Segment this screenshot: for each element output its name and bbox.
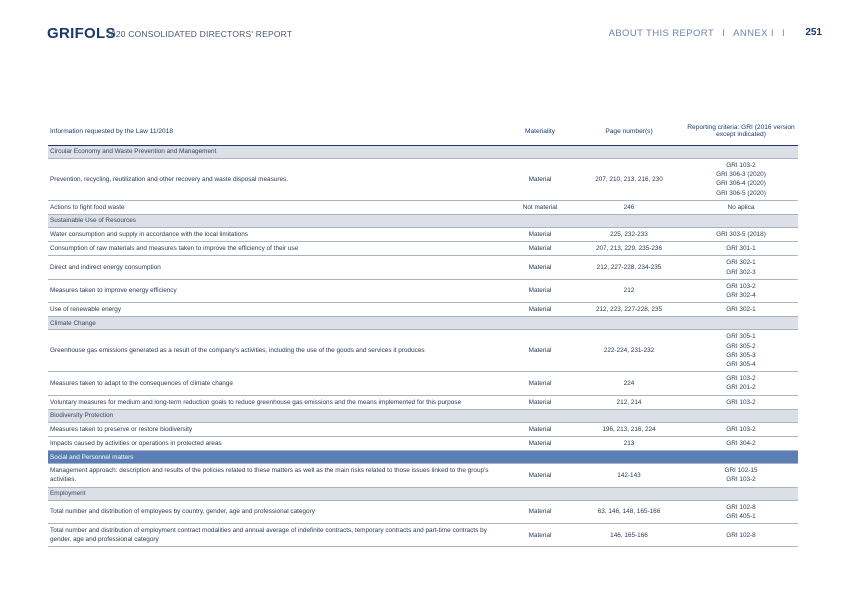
- pages-cell: 212, 223, 227-228, 235: [574, 303, 684, 317]
- section-label: Biodiversity Protection: [48, 409, 798, 422]
- gri-code: GRI 306-5 (2020): [716, 189, 766, 197]
- gri-cell: [684, 242, 798, 256]
- gri-cell: [684, 395, 798, 409]
- table-body: [48, 146, 798, 547]
- materiality-cell: Material: [506, 228, 574, 242]
- gri-code: GRI 302-1: [726, 259, 756, 267]
- table-row: [48, 279, 798, 302]
- info-cell: Measures taken to preserve or restore biodiversity: [48, 422, 506, 436]
- table-row: [48, 464, 798, 487]
- pages-cell: 224: [574, 372, 684, 395]
- gri-cell: [684, 437, 798, 451]
- section-row: [48, 317, 798, 330]
- info-cell: Greenhouse gas emissions generated as a result of the company's activities, including the use of the goods and services it produces: [48, 330, 506, 372]
- info-cell: Impacts caused by activities or operations in protected areas: [48, 437, 506, 451]
- gri-code: GRI 103-2: [726, 162, 756, 169]
- breadcrumb-separator: I: [781, 28, 785, 39]
- gri-code: GRI 303-5 (2018): [716, 231, 766, 239]
- info-cell: Water consumption and supply in accordance with the local limitations: [48, 228, 506, 242]
- document-title: 2020 CONSOLIDATED DIRECTORS' REPORT: [106, 29, 293, 39]
- section-label: Climate Change: [48, 317, 798, 330]
- section-label: Sustainable Use of Resources: [48, 215, 798, 228]
- gri-cell: [684, 159, 798, 201]
- materiality-cell: Material: [506, 422, 574, 436]
- pages-cell: 225, 232-233: [574, 228, 684, 242]
- section-row: [48, 146, 798, 159]
- section-row: [48, 215, 798, 228]
- pages-cell: 207, 213, 229, 235-236: [574, 242, 684, 256]
- table-row: [48, 395, 798, 409]
- gri-code: GRI 305-4: [726, 361, 756, 369]
- page-number: 251: [805, 27, 822, 38]
- table-row: [48, 303, 798, 317]
- table-row: [48, 200, 798, 214]
- gri-code: GRI 102-8: [726, 503, 756, 511]
- materiality-cell: Material: [506, 395, 574, 409]
- info-cell: Use of renewable energy: [48, 303, 506, 317]
- info-cell: Direct and indirect energy consumption: [48, 256, 506, 279]
- pages-cell: 207, 210, 213, 216, 230: [574, 159, 684, 201]
- table-row: [48, 330, 798, 372]
- materiality-cell: Material: [506, 242, 574, 256]
- pages-cell: 212, 227-228, 234-235: [574, 256, 684, 279]
- materiality-cell: Material: [506, 159, 574, 201]
- column-header-materiality: Materiality: [506, 117, 574, 146]
- gri-code: GRI 102-15: [724, 467, 758, 475]
- pages-cell: 142-143: [574, 464, 684, 487]
- gri-cell: [684, 422, 798, 436]
- pages-cell: 196, 213, 216, 224: [574, 422, 684, 436]
- gri-cell: [684, 228, 798, 242]
- grifols-logo: GRIFOLS: [47, 25, 116, 42]
- section-breadcrumb: [609, 28, 793, 39]
- gri-code: GRI 102-8: [726, 531, 756, 539]
- gri-cell: [684, 372, 798, 395]
- gri-cell: [684, 524, 798, 547]
- gri-code: GRI 305-2: [726, 342, 756, 350]
- gri-code: GRI 103-2: [726, 425, 756, 433]
- gri-code: GRI 301-1: [726, 245, 756, 253]
- table-row: [48, 159, 798, 201]
- gri-code: GRI 305-1: [726, 333, 756, 341]
- gri-cell: [684, 500, 798, 523]
- annex-label: ANNEX I: [733, 28, 774, 39]
- materiality-cell: Material: [506, 330, 574, 372]
- gri-cell: [684, 279, 798, 302]
- pages-cell: 222-224, 231-232: [574, 330, 684, 372]
- column-header-criteria: Reporting criteria: GRI (2016 version except indicated): [684, 117, 798, 146]
- materiality-cell: Material: [506, 303, 574, 317]
- info-cell: Voluntary measures for medium and long-term reduction goals to reduce greenhouse gas emissions and the means implemented for this purpose: [48, 395, 506, 409]
- info-cell: Measures taken to improve energy efficiency: [48, 279, 506, 302]
- table-row: [48, 256, 798, 279]
- gri-code: GRI 103-2: [726, 282, 756, 290]
- gri-code: GRI 302-3: [726, 268, 756, 276]
- materiality-cell: Material: [506, 524, 574, 547]
- info-cell: Total number and distribution of employment contract modalities and annual average of indefinite contracts, temporary contracts and part-time contracts by gender, age and professional category: [48, 524, 506, 547]
- gri-code: GRI 302-4: [726, 292, 756, 300]
- pages-cell: 213: [574, 437, 684, 451]
- pages-cell: 212: [574, 279, 684, 302]
- info-cell: Actions to fight food waste: [48, 200, 506, 214]
- materiality-cell: Material: [506, 500, 574, 523]
- gri-code: GRI 405-1: [726, 512, 756, 520]
- gri-cell: [684, 256, 798, 279]
- section-row: [48, 451, 798, 464]
- info-cell: Prevention, recycling, reutilization and other recovery and waste disposal measures.: [48, 159, 506, 201]
- pages-cell: 246: [574, 200, 684, 214]
- page-header: [0, 0, 850, 40]
- materiality-cell: Material: [506, 464, 574, 487]
- table-row: [48, 437, 798, 451]
- table-row: [48, 524, 798, 547]
- table-row: [48, 422, 798, 436]
- pages-cell: 146, 165-166: [574, 524, 684, 547]
- gri-cell: [684, 200, 798, 214]
- gri-code: GRI 306-4 (2020): [716, 180, 766, 188]
- breadcrumb-separator: I: [722, 28, 726, 39]
- materiality-cell: Not material: [506, 200, 574, 214]
- column-header-pages: Page number(s): [574, 117, 684, 146]
- table-row: [48, 372, 798, 395]
- gri-code: GRI 302-1: [726, 306, 756, 314]
- gri-code: GRI 103-2: [726, 375, 756, 383]
- gri-cell: [684, 330, 798, 372]
- materiality-cell: Material: [506, 437, 574, 451]
- section-label: Social and Personnel matters: [48, 451, 798, 464]
- table-header-row: [48, 117, 798, 146]
- gri-code: GRI 304-2: [726, 440, 756, 448]
- table-row: [48, 500, 798, 523]
- gri-code: GRI 306-3 (2020): [716, 171, 766, 179]
- section-label: Employment: [48, 487, 798, 500]
- gri-cell: [684, 303, 798, 317]
- info-cell: Measures taken to adapt to the consequences of climate change: [48, 372, 506, 395]
- pages-cell: 212, 214: [574, 395, 684, 409]
- gri-code: GRI 201-2: [726, 384, 756, 392]
- pages-cell: 63, 146, 148, 165-166: [574, 500, 684, 523]
- materiality-cell: Material: [506, 279, 574, 302]
- column-header-info: Information requested by the Law 11/2018: [48, 117, 506, 146]
- section-row: [48, 409, 798, 422]
- info-cell: Management approach: description and results of the policies related to these matters as well as the main risks related to those issues linked to the group's activities.: [48, 464, 506, 487]
- materiality-cell: Material: [506, 372, 574, 395]
- gri-code: No aplica: [727, 203, 755, 211]
- section-row: [48, 487, 798, 500]
- gri-index-table: [48, 117, 798, 547]
- table-row: [48, 242, 798, 256]
- materiality-cell: Material: [506, 256, 574, 279]
- info-cell: Total number and distribution of employees by country, gender, age and professional category: [48, 500, 506, 523]
- gri-cell: [684, 464, 798, 487]
- gri-code: GRI 305-3: [726, 351, 756, 359]
- gri-code: GRI 103-2: [726, 398, 756, 406]
- table-row: [48, 228, 798, 242]
- info-cell: Consumption of raw materials and measures taken to improve the efficiency of their use: [48, 242, 506, 256]
- section-label: ABOUT THIS REPORT: [608, 28, 715, 39]
- gri-code: GRI 103-2: [726, 476, 756, 484]
- section-label: Circular Economy and Waste Prevention and Management: [48, 146, 798, 159]
